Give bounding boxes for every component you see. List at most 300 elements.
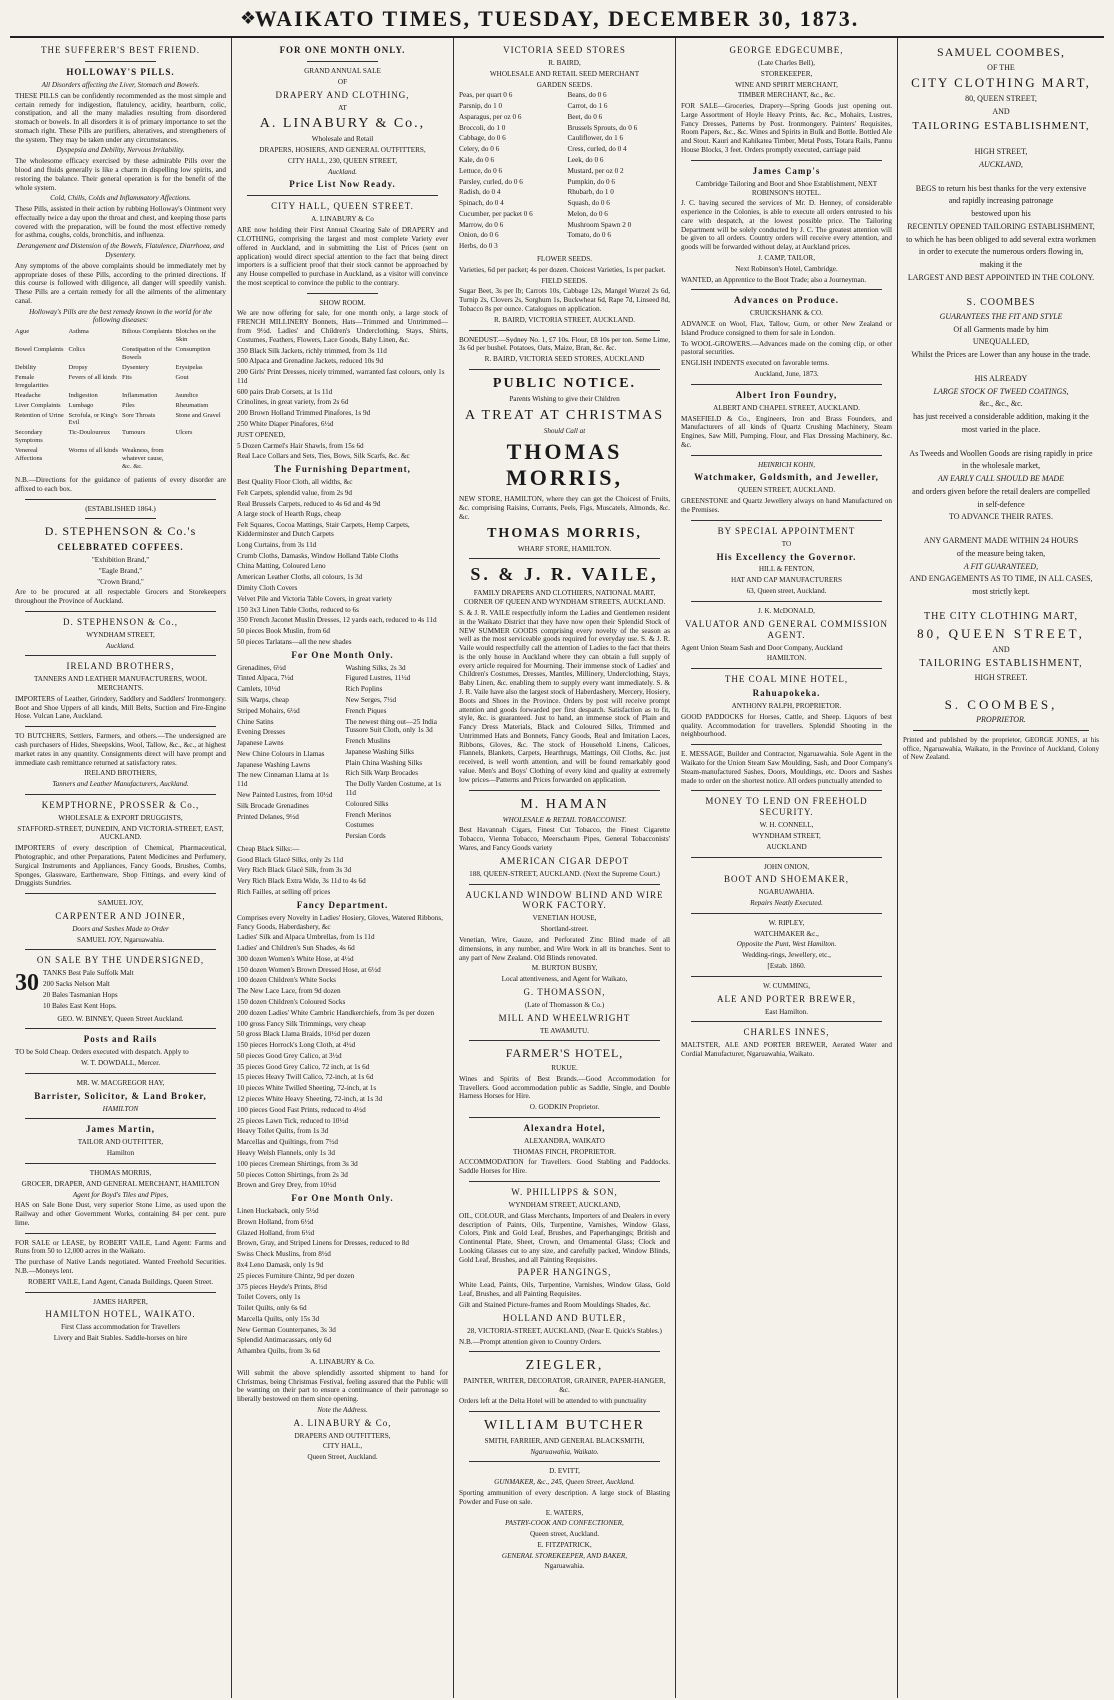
subhead: STOREKEEPER, [760,69,813,78]
address: 80, QUEEN STREET, [965,94,1037,104]
price-list-right [346,664,449,843]
column-4 [676,38,898,1698]
subhead: GARDEN SEEDS. [536,80,593,89]
seed-item: Tomato, do 0 6 [567,231,611,240]
subhead: TAILOR AND OUTFITTER, [77,1138,164,1147]
address: 63, Queen street, Auckland. [746,587,827,596]
notice-text: LARGEST AND BEST APPOINTED IN THE COLONY. [907,272,1095,282]
ad-title: IRELAND BROTHERS, [66,661,175,672]
ad-title: S. & J. R. VAILE, [470,564,659,585]
price-item: JUST OPENED, [237,430,286,439]
sale-number: 30 [15,970,39,997]
notice-text: TO ADVANCE THEIR RATES. [948,512,1053,522]
address: HAMILTON. [766,654,807,663]
ad-body: BONEDUST.—Sydney No. 1, £7 10s. Flour, £8 10s per ton. Seme Lime, 3s 6d per bushel. Potatoes, Oats, Maize, Bran, &c. &c. [459,335,670,353]
price-item: 50 pieces Cotton Shirtings, from 2s 3d [237,1170,348,1179]
price-item: 250 White Diaper Pinafores, 6½d [237,420,334,429]
price-item: The newest thing out—25 India Tussore Suit Cloth, only 1s 3d [345,717,437,735]
subhead: GRAND ANNUAL SALE [304,66,381,75]
price-item: 300 dozen Women's White Hose, at 4½d [237,954,354,963]
address: QUEEN STREET, AUCKLAND. [737,486,836,495]
notice-text: AN EARLY CALL SHOULD BE MADE [937,474,1065,484]
notice-text: and orders given before the retail dealers are compelled [912,486,1090,496]
address: NGARUAWAHIA. [758,888,815,897]
subhead: WHOLESALE & RETAIL TOBACCONIST. [502,815,627,824]
ad-title: JOHN ONION, [763,862,810,871]
ad-title: GEORGE EDGECUMBE, [729,45,844,55]
ad-title: VALUATOR AND GENERAL COMMISSION AGENT. [684,618,889,640]
ad-title: Advances on Produce. [733,295,840,306]
subhead: Dyspepsia and Debility, Nervous Irritability. [56,146,185,155]
subhead: PAINTER, WRITER, DECORATOR, GRAINER, PAPER-HANGER, &c. [463,1377,666,1395]
section-title: The Furnishing Department, [274,464,411,475]
signature: M. BURTON BUSBY, [531,964,598,973]
price-item: 8x4 Leno Damask, only 1s 9d [237,1260,324,1269]
ad-title: James Martin, [86,1124,155,1135]
disease-item: Consumption [175,346,211,354]
disease-item: Dysentery [122,363,149,371]
notice-text: making it the [979,260,1023,270]
price-list [237,347,448,462]
seed-item: Radish, do 0 4 [459,188,501,197]
ad-title: G. THOMASSON, [523,986,606,997]
price-item: Good Black Glacé Silks, only 2s 11d [237,855,344,864]
ad-body: MALTSTER, ALE AND PORTER BREWER, Aerated Water and Cordial Manufacturer, Ngaruawahia, Waikato. [681,1041,892,1059]
subhead: WATCHMAKER &c., [754,929,819,938]
disease-item: Rheumatism [175,401,209,409]
subhead: R. BAIRD, [548,58,581,67]
price-item: Plain China Washing Silks [345,758,423,767]
price-item: New German Counterpanes, 3s 3d [237,1325,336,1334]
subhead: Auckland, June, 1873. [754,370,819,378]
notice-text: &c., &c., &c. [979,399,1023,409]
subhead: (Late Charles Bell), [758,58,815,67]
ad-title: W. RIPLEY, [768,918,805,927]
address: HAMILTON [102,1104,139,1113]
column-1 [10,38,232,1698]
imprint: Printed and published by the proprietor, GEORGE JONES, at his office, Ngaruawahia, Waikato, in the Province of Auckland, Colony of New Zealand. [903,736,1099,762]
subhead: All Disorders affecting the Liver, Stomach and Bowels. [41,80,200,89]
subhead: FAMILY DRAPERS AND CLOTHIERS, NATIONAL MART, CORNER OF QUEEN AND WYNDHAM STREETS, AUCKLAND. [463,589,666,607]
price-item: Best Quality Floor Cloth, all widths, &c [237,478,353,487]
price-item: 5 Dozen Carmel's Hair Shawls, from 15s 6d [237,441,364,450]
ad-body: HAS on Sale Bone Dust, very superior Stone Lime, as used upon the Railway and other Government Works, containing 84 per cent. pure lime. [15,1201,226,1227]
ad-title: James Camp's [752,165,821,176]
price-item: 150 3x3 Linen Table Cloths, reduced to 6s [237,605,359,614]
disease-item: Sore Throats [122,411,156,419]
disease-item: Retention of Urine [15,411,64,419]
price-item: Glazed Holland, from 6½d [237,1228,315,1237]
notice-text: in order to execute the numerous orders flowing in, [918,247,1084,257]
disease-item: Erysipelas [175,363,203,371]
seed-item: Cress, curled, do 0 4 [567,145,627,154]
disease-item: Bilious Complaints [122,328,173,336]
ad-title: Barrister, Solicitor, & Land Broker, [34,1090,207,1101]
subhead: DRAPERS, HOSIERS, AND GENERAL OUTFITTERS, [259,146,426,155]
seed-item: Parsley, curled, do 0 6 [459,177,523,186]
subhead: OF [337,77,348,86]
ad-title: ZIEGLER, [525,1358,604,1374]
disease-item: Venereal Affections [15,447,43,463]
price-item: Brown, Gray, and Striped Linens for Dresses, reduced to 8d [237,1239,409,1248]
notice-text: AND ENGAGEMENTS AS TO TIME, IN ALL CASES, [909,574,1093,584]
ad-title: HILL & FENTON, [758,565,815,574]
price-list-left [237,664,340,843]
subhead: TIMBER MERCHANT, &c., &c. [737,91,836,100]
price-item: Japanese Washing Silks [345,747,414,756]
address: HIGH STREET, [974,147,1028,157]
subhead: Derangement and Distension of the Bowels, Flatulence, Diarrhoea, and Dysentery. [16,242,225,259]
address: AUCKLAND, [979,159,1023,169]
address: Auckland. [106,641,135,650]
disease-item: Asthma [68,328,89,336]
masthead [10,6,1104,38]
price-item: Japanese Lawns [237,739,284,748]
ad-title: IRELAND BROTHERS, [84,769,157,778]
ad-title: His Excellency the Governor. [716,551,857,562]
subhead: OF THE [987,62,1015,72]
price-item: Japanese Washing Lawns [237,760,311,769]
price-item: New Serges, 7½d [345,695,397,704]
price-item: Ladies' Silk and Alpaca Umbrellas, from 1s 11d [237,933,375,942]
price-item: The Dolly Varden Costume, at 1s 11d [345,780,442,797]
address: CITY HALL, 230, QUEEN STREET, [287,156,398,165]
signature: W. H. CONNELL, [759,821,814,830]
ad-title: MONEY TO LEND ON FREEHOLD SECURITY. [705,796,868,818]
price-item: 25 pieces Furniture Chintz, 9d per dozen [237,1271,355,1280]
address: Queen Street, Auckland. [307,1453,378,1462]
ad-title: Posts and Rails [83,1034,158,1045]
price-item: 12 pieces White Heavy Sheeting, 72-inch, at 1s 3d [237,1095,383,1104]
subhead: SHOW ROOM. [319,298,366,307]
disease-item: Indigestion [68,391,98,399]
sale-block [15,969,226,1012]
ad-body: Gilt and Stained Picture-frames and Room Mouldings Shades, &c. [459,1301,651,1310]
signature: O. GODKIN Proprietor. [529,1103,600,1112]
subhead: TANNERS AND LEATHER MANUFACTURERS, WOOL MERCHANTS. [33,675,208,693]
ad-body: TO BUTCHERS, Settlers, Farmers, and others.—The undersigned are cash purchasers of Hides, Sheepskins, Wool, Tallow, &c., &c., at highest market rates in any quantity. Consignments direct will have prompt and immediate cash remittance returned at satisfactory rates. [15,732,226,767]
price-item: Washing Silks, 2s 3d [345,663,406,672]
ad-body: IMPORTERS of every description of Chemical, Pharmaceutical, Photographic, and other Preparations, Patent Medicines and Perfumery, Surgical Instruments and Appliances, Fancy Goods, Brushes, Combs, Sponges, Glassware, Earthenware, Shop Fittings, and every kind of Druggists Sundries. [15,844,226,888]
subhead: First Class accommodation for Travellers [61,1323,180,1332]
notice-text: has just received a considerable addition, making it the [913,412,1089,422]
seed-item: Asparagus, per oz 0 6 [459,112,522,121]
seed-item: Parsnip, do 1 0 [459,102,503,111]
price-item: Rich Failles, at selling off prices [237,888,331,897]
signature: R. BAIRD, VICTORIA STREET, AUCKLAND. [494,315,635,324]
subhead: Parents Wishing to give their Children [509,394,620,403]
price-item: Toilet Quilts, only 6s 6d [237,1304,307,1313]
ad-title: ALE AND PORTER BREWER, [717,993,856,1004]
price-item: 200 Brown Holland Trimmed Pinafores, 1s 9d [237,409,371,418]
disease-item: Debility [15,363,37,371]
price-item: Rich Silk Warp Brocades [345,769,419,778]
established-note: (ESTABLISHED 1864.) [85,504,156,513]
price-item: Comprises every Novelty in Ladies' Hosiery, Gloves, Watered Ribbons, Fancy Goods, Haberdashery, &c [237,913,443,931]
signature: R. BAIRD, VICTORIA SEED STORES, AUCKLAND [484,355,645,364]
ad-body: Sporting ammunition of every description. A large stock of Blasting Powder and Fuse on sale. [459,1488,670,1506]
ad-title: A TREAT AT CHRISTMAS [464,407,665,423]
price-list-two-col [237,664,448,843]
ad-body: E. MESSAGE, Builder and Contractor, Ngaruawahia. Sole Agent in the Waikato for the Union Steam Saw Moulding, Sash, and Door Company's Steam-manufactured Sashes, Doors, Mouldings, etc. Doors and Sashes made to order on the shortest notice. All orders punctually attended to [681,750,892,785]
subhead: GENERAL STOREKEEPER, AND BAKER, [501,1551,628,1560]
notice-text: bestowed upon his [971,209,1031,219]
price-item: Brown Holland, from 6½d [237,1217,314,1226]
ad-title: BOOT AND SHOEMAKER, [723,874,850,885]
subhead: Wholesale and Retail [311,135,374,144]
brand-item: "Eagle Brand," [98,566,143,575]
subhead: THOMAS FINCH, PROPRIETOR. [513,1147,616,1156]
price-item: 10 pieces White Twilled Sheeting, 72-inch, at 1s [237,1084,377,1093]
disease-item: Stone and Gravel [175,411,221,419]
columns [10,38,1104,1698]
seed-item: Beans, do 0 6 [567,91,607,100]
price-item: American Leather Cloths, all colours, 1s 3d [237,573,363,582]
price-item: Very Rich Black Extra Wide, 3s 11d to 4s 6d [237,877,366,886]
brand-item: "Crown Brand," [97,577,144,586]
ad-title: CHARLES INNES, [743,1027,830,1038]
price-item: 150 dozen Children's Coloured Socks [237,998,346,1007]
ad-title: CARPENTER AND JOINER, [55,910,186,921]
ad-body: White Lead, Paints, Oils, Turpentine, Varnishes, Window Glass, Gold Leaf, Brushes, and all Painting Requisites. [459,1281,670,1299]
price-item: 50 pieces Good Grey Calico, at 3½d [237,1051,342,1060]
sale-item: 10 Bales East Kent Hops. [43,1001,117,1010]
subhead: A. LINABURY & Co [311,215,374,224]
ad-body: IMPORTERS of Leather, Grindery, Saddlery and Saddlers' Ironmongery. Boot and Shoe Uppers of all kinds, Mill Belts, Suction and Fire-Engine Hose. Vulcan Lane, Auckland. [15,694,226,721]
ad-body: TO be Sold Cheap. Orders executed with despatch. Apply to [15,1048,189,1057]
ad-title: TAILORING ESTABLISHMENT, [912,119,1090,132]
ad-title: E. FITZPATRICK, [537,1540,592,1549]
address: Next Robinson's Hotel, Cambridge. [735,264,838,273]
notice-text: UNEQUALLED, [972,337,1030,347]
ad-title: D. EVITT, [549,1467,580,1476]
ad-body: Are to be procured at all respectable Grocers and Storekeepers throughout the Province of Auckland. [15,588,226,606]
disease-item: Tic-Douloureux [68,429,111,437]
ad-body: Agent Union Steam Sash and Door Company, Auckland [681,643,843,652]
ad-body: WANTED, an Apprentice to the Boot Trade; also a Journeyman. [681,275,867,284]
disease-item: Fevers of all kinds [68,373,117,381]
ad-title: WILLIAM BUTCHER [483,1417,646,1433]
address: RUKUE. [551,1064,578,1073]
seed-item: Herbs, do 0 3 [459,242,498,251]
address: Ngaruawahia. [544,1562,585,1571]
ad-body: Will submit the above splendidly assorted shipment to hand for Christmas, being Christmas Festival, feeling assured that the Public will be wanting on their part to ensure a continuance of their patronage so liberally bestowed on them since opening. [237,1368,448,1404]
ad-body: FOR SALE—Groceries, Drapery—Spring Goods just opening out. Large Assortment of Hoyle Heavy Prints, &c. &c., Mohairs, Lustres, Fancy Dresses, Patterns by Post. Ironmongery. Painters' Requisites, Room Papers, &c., &c. Wines and Spirits in Bulk and Bottle. Bottled Ale and Stout. Kauri and Kahikatea Timber, Metal Posts, Totara Rails, Pannu House Blocks, 3 feet. Orders promptly executed, carriage paid [681,102,892,154]
subhead: FIELD SEEDS. [541,276,588,285]
address: WYNDHAM STREET, AUCKLAND, [508,1201,621,1210]
ad-body: N.B.—Prompt attention given to Country Orders. [459,1337,602,1346]
seed-item: Marrow, do 0 6 [459,220,504,229]
subhead: Livery and Bait Stables. Saddle-horses on hire [53,1334,188,1343]
price-item: 35 pieces Good Grey Calico, 72 inch, at 1s 6d [237,1062,370,1071]
price-item: 100 pieces Good Fast Prints, reduced to 4½d [237,1105,366,1114]
notice-text: ANY GARMENT MADE WITHIN 24 HOURS [923,536,1079,546]
ad-body: S. & J. R. VAILE respectfully inform the Ladies and Gentlemen resident in the Waikato District that they have now open their Splendid Stock of NEW SUMMER GOODS comprising every novelty of the season as well as the most serviceable goods required for everyday use. S. & J. R. Vaile would respectfully call the attention of Ladies to the fact that theirs is the only house in Auckland where they can obtain a full supply of every article required for Mourning. Their immense stock of Ladies' and Children's Costumes, Dresses, Mantles, Millinery, Underclothing, Stays, Baby Linen, &c. enabling them to supply every want immediately. S. & J. R. Vaile have also the largest stock of Haberdashery, Mercery, Hosiery, Boots and Shoes in the Province. Orders by post will receive prompt attention and goods forwarded per first despatch. Satisfaction as to fit, style, &c. is guaranteed. Just to hand, an immense stock of Plain and Fancy Dress Materials, Black and Coloured Silks, Trimmed and Untrimmed Hats and Bonnets, Fancy Goods, Real and Imitation Laces, Ribbons, Gloves, &c. The stock of Household Linens, Calicoes, Flannels, Blankets, Carpets, Hearthrugs, Mattings, Oil Cloths, &c. just received, is well worth attention, and will be found remarkably good value. Men's and Boys' Clothing of every kind and quality at extremely low prices—Patterns and Prices forwarded on application. [459,608,670,784]
ad-title: THE CITY CLOTHING MART, [923,610,1079,622]
ad-title: 80, QUEEN STREET, [917,626,1085,642]
seed-item: Cucumber, per packet 0 6 [459,209,533,218]
price-item: Tinted Alpaca, 7½d [237,674,294,683]
price-item: Real Brussels Carpets, reduced to 4s 6d and 4s 9d [237,499,381,508]
disease-item: Blotches on the Skin [175,328,216,344]
price-item: 200 Girls' Print Dresses, nicely trimmed, warranted fast colours, only 1s 11d [237,368,445,385]
address: CITY HALL, [322,1442,363,1451]
price-item: Silk Brocade Grenadines [237,801,309,810]
seed-item: Leek, do 0 6 [567,156,604,164]
disease-item: Headache [15,391,41,399]
price-list [237,914,448,1190]
address: AUCKLAND [766,842,807,851]
price-item: Cheap Black Silks:— [237,844,300,853]
ad-title: VICTORIA SEED STORES [503,45,626,55]
price-list [237,478,448,647]
ad-body: To WOOL-GROWERS.—Advances made on the coming clip, or other pastoral securities. [681,339,892,357]
disease-item: Liver Complaints [15,401,61,409]
price-item: French Merinos [345,810,392,819]
price-list [237,845,448,897]
price-list [237,1207,448,1356]
ad-body: The purchase of Native Lands negotiated. Wanted Freehold Securities. N.B.—Moneys lent. [15,1258,226,1275]
ad-title: HOLLAND AND BUTLER, [502,1312,627,1323]
seed-item: Broccoli, do 1 0 [459,123,506,132]
ad-body: ADVANCE on Wool, Flax, Tallow, Gum, or other New Zealand or Island Produce consigned to them for sale in London. [681,320,892,337]
price-item: Dimity Cloth Covers [237,583,298,592]
disease-item: Gout [175,373,189,381]
seed-item: Carrot, do 1 6 [567,102,608,111]
section-title: For One Month Only. [291,649,394,660]
ad-body: These Pills, assisted in their action by rubbing Holloway's Ointment very effectually twice a day upon the throat and chest, and keeping those parts covered with the preparation, will be found the most effective remedy for asthma, coughs, colds, bronchitis, and influenza. [15,205,226,240]
price-item: 600 pairs Drab Corsets, at 1s 11d [237,387,333,396]
price-item: Grenadines, 6½d [237,663,286,672]
price-item: Striped Mohairs, 6½d [237,706,300,715]
notice-text: As Tweeds and Woollen Goods are rising rapidly in price [909,448,1093,458]
price-item: 100 gross Fancy Silk Trimmings, very cheap [237,1019,366,1028]
ad-title: DRAPERY AND CLOTHING, [275,89,410,100]
price-item: Velvet Pile and Victoria Table Covers, in great variety [237,594,393,603]
notice-text: LARGE STOCK OF TWEED COATINGS, [933,386,1069,396]
ad-body: ENGLISH INDENTS executed on favorable terms. [681,359,830,368]
ad-title: W. PHILLIPPS & SON, [511,1187,618,1198]
price-item: Heavy Welsh Flannels, only 1s 3d [237,1148,335,1157]
notice-text: A FIT GUARANTEED, [963,561,1039,571]
ad-title: JAMES HARPER, [93,1297,148,1306]
subhead: Holloway's Pills are the best remedy known in the world for the following diseases: [29,307,212,325]
price-item: Splendid Antimacassars, only 6d [237,1336,332,1345]
price-item: Figured Lustres, 11½d [345,674,411,683]
ad-body: FOR SALE or LEASE, by ROBERT VAILE, Land Agent: Farms and Runs from 50 to 12,000 acres in the Waikato. [15,1238,226,1256]
price-item: 50 gross Black Llama Braids, 10½d per dozen [237,1030,371,1039]
notice-text: most varied in the place. [961,424,1041,434]
ad-title: TAILORING ESTABLISHMENT, [919,657,1083,669]
ad-title: Alexandra Hotel, [523,1122,606,1133]
disease-item: Bowel Complaints [15,346,64,354]
address: 28, VICTORIA-STREET, AUCKLAND, (Near E. Quick's Stables.) [467,1326,662,1335]
price-item: Ladies' and Children's Sun Shades, 4s 6d [237,944,355,953]
ad-title: Albert Iron Foundry, [735,389,838,400]
section-title: For One Month Only. [291,1193,394,1204]
seed-item: Celery, do 0 6 [459,145,500,154]
price-item: 25 pieces Lawn Tick, reduced to 10½d [237,1116,349,1125]
disease-item: Colics [68,346,86,354]
price-item: 150 pieces Horrock's Long Cloth, at 4½d [237,1041,356,1050]
price-item: 375 pieces Heyde's Prints, 8½d [237,1282,327,1291]
subhead: Agent for Boyd's Tiles and Pipes, [72,1190,169,1199]
ad-body: Wines and Spirits of Best Brands.—Good Accommodation for Travellers. Good accommodation public as Saddle, Single, and Double Harness Horses for Hire. [459,1074,670,1101]
ad-title: A. LINABURY & Co, [293,1417,392,1428]
ad-title: MILL AND WHEELWRIGHT [498,1012,631,1023]
ad-title: CELEBRATED COFFEES. [57,541,184,552]
seed-item: Melon, do 0 6 [567,209,608,218]
price-item: Brown and Grey Drey, from 10½d [237,1181,337,1190]
price-item: Costumes [345,821,374,830]
seed-item: Spinach, do 0 4 [459,199,504,208]
notice-text: most strictly kept. [972,587,1030,597]
address: Ngaruawahia, Waikato. [530,1447,599,1456]
signature: J. CAMP, TAILOR, [758,254,815,262]
ad-title: AMERICAN CIGAR DEPOT [499,855,630,866]
ad-body: We are now offering for sale, for one month only, a large stock of FRENCH MILLINERY Bonnets, Hats—Trimmed and Untrimmed—from 9½d. Ladies' and Children's Underclothing, Stays, Shirts, Costumes, Feathers, Flowers, Lace Goods, Baby Linen, &c. [237,309,448,344]
ad-body: NEW STORE, HAMILTON, where they can get the Choicest of Fruits, &c. comprising Raisins, Currants, Peels, Figs, Muscatels, Almonds, &c. &c. [459,495,670,521]
address: Hamilton [106,1149,135,1158]
seed-item: Cauliflower, do 1 6 [567,134,624,143]
ad-title: A. LINABURY & Co. [310,1357,375,1366]
subhead: PASTRY-COOK AND CONFECTIONER, [505,1519,624,1528]
address: STAFFORD-STREET, DUNEDIN, AND VICTORIA-STREET, EAST, AUCKLAND. [17,824,224,842]
notice-text: of the measure being taken, [956,548,1046,558]
ad-body: ACCOMMODATION for Travellers. Good Stabling and Paddocks. Saddle Horses for Hire. [459,1158,670,1176]
price-item: 350 French Jaconet Muslin Dresses, 12 yards each, reduced to 4s 11d [237,616,437,625]
subhead: WHOLESALE & EXPORT DRUGGISTS, [58,813,183,822]
ad-title: PAPER HANGINGS, [517,1267,612,1278]
price-item: 200 dozen Ladies' White Cambric Handkerchiefs, from 3s per dozen [237,1008,435,1017]
ad-title: CITY CLOTHING MART, [911,75,1091,91]
ad-title: AUCKLAND WINDOW BLIND AND WIRE WORK FACTORY. [465,889,664,911]
price-item: Crumb Cloths, Damasks, Window Holland Table Cloths [237,551,399,560]
price-item: China Matting, Coloured Leno [237,562,326,571]
disease-item: Lumbago [68,401,94,409]
subhead: Doors and Sashes Made to Order [72,924,169,933]
ad-title: W. CUMMING, [762,981,811,990]
sale-item: 20 Bales Tasmanian Hops [43,991,118,999]
subhead: AND [992,644,1010,654]
price-item: 150 dozen Women's Brown Dressed Hose, at 6½d [237,965,381,974]
price-item: The new Cinnaman Llama at 1s 11d [237,771,329,789]
subhead: Note the Address. [317,1405,368,1414]
notice-text: Of all Garments made by him [953,324,1049,334]
ad-title: THE COAL MINE HOTEL, [724,674,849,685]
disease-item: Ulcers [175,429,193,437]
price-item: Marcellas and Quiltings, from 7½d [237,1138,339,1147]
column-3 [454,38,676,1698]
notice-text: in the wholesale market, [961,461,1041,471]
disease-item: Piles [122,401,135,409]
address: Opposite the Punt, West Hamilton. [736,940,837,949]
disease-item: Constipation of the Bowels [122,346,172,362]
ad-body: OIL, COLOUR, and Glass Merchants, Importers of and Dealers in every description of Paints, Oils, Turpentine, Varnishes, Window Glass, Colors, Pink and Gold Leaf, Brushes, and Paperhangings; British and Continental Plate, Sheet, Crown, and Ornamental Glass; Clock and Looking Glasses cut to any size, and carefully packed, Window Blinds, Gold Leaf, Brushes, and all Painting Requisites. [459,1211,670,1264]
sale-item: 200 Sacks Nelson Malt [43,980,110,989]
subhead: Local attentiveness, and Agent for Waikato, [501,975,628,984]
subhead: Wedding-rings, Jewellery, etc., [742,951,831,960]
column-5 [898,38,1104,1698]
ad-title: PUBLIC NOTICE. [492,375,637,391]
notice-text: Whilst the Prices are Lower than any house in the trade. [911,350,1091,360]
subhead: GROCER, DRAPER, AND GENERAL MERCHANT, HAMILTON [21,1179,220,1188]
subhead: HAT AND CAP MANUFACTURERS [730,576,843,585]
address: ALBERT AND CHAPEL STREET, AUCKLAND. [713,403,860,412]
price-item: Linen Huckaback, only 5½d [237,1207,319,1216]
ad-body: Venetian, Wire, Gauze, and Perforated Zinc Blind made of all dimensions, in any number, and Wire Work in all its branches. Sent to any part of New Zealand. Old Blinds renovated. [459,936,670,962]
ad-body: MASEFIELD & Co., Engineers, Iron and Brass Founders, and Manufacturers of all kinds of Quartz Crushing Machinery, Steam Engines, Saw Mill, Pumping, Flour, and Flax Dressing Machinery, &c. &c. [681,414,892,449]
